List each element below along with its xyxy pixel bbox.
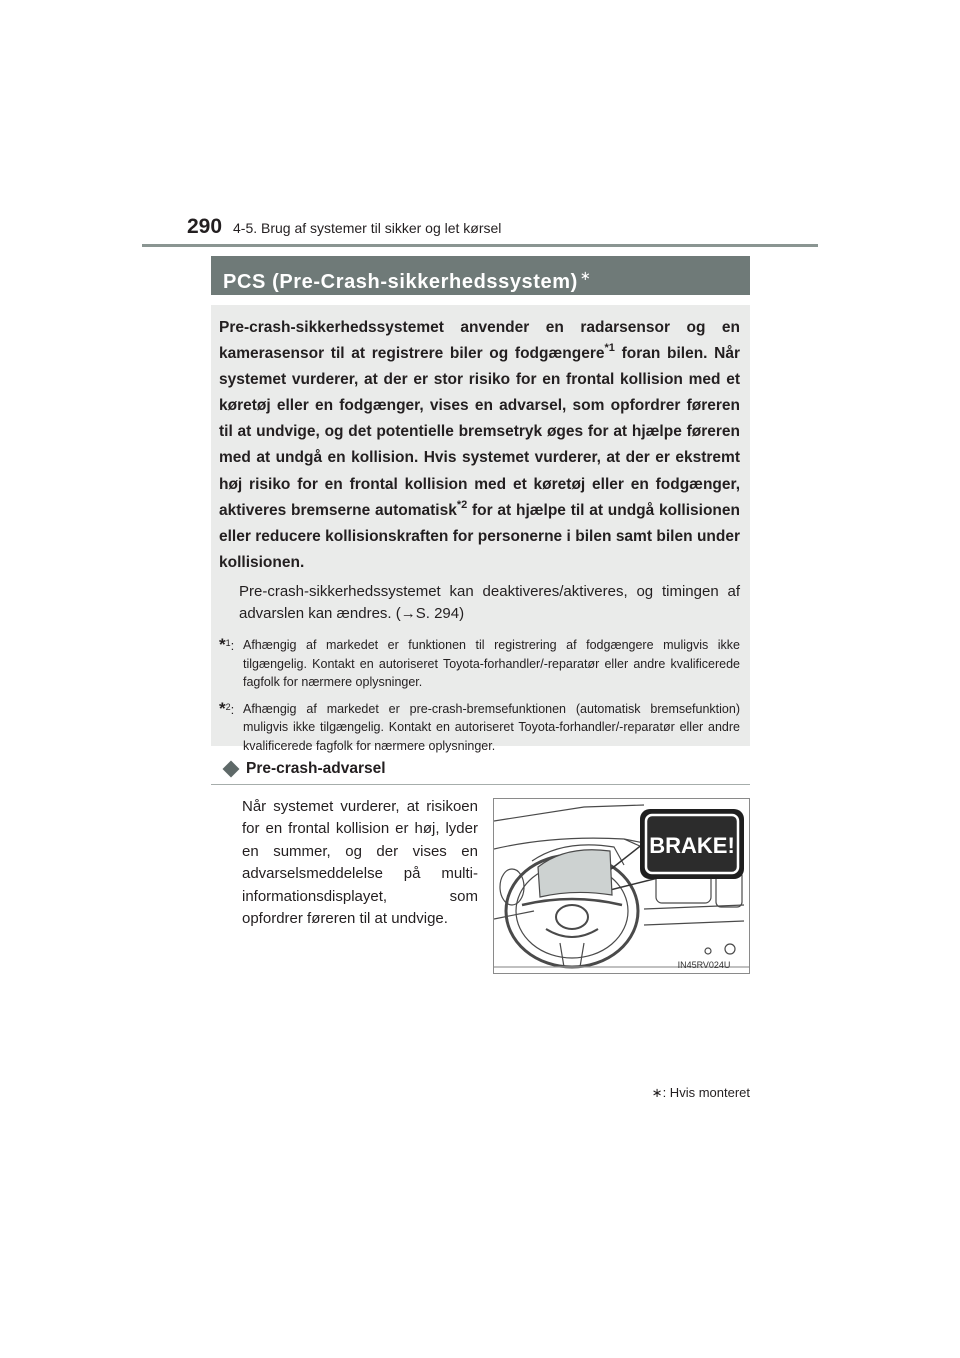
section-divider (211, 784, 750, 785)
header-divider (142, 244, 818, 247)
footnote-1-marker (219, 634, 234, 656)
fitted-note-text: : Hvis monteret (662, 1085, 750, 1100)
footnote-1-star: * (219, 634, 226, 654)
intro-text-3: for at hjælpe til at undgå kollisionen eller reducere kollisionskraften for personerne i bilen samt bilen under kollisionen. (219, 501, 740, 571)
brake-warning-text: BRAKE! (649, 833, 735, 858)
info-box (211, 305, 750, 753)
footnote-ref-1: *1 (604, 342, 615, 355)
dashboard-drawing (494, 799, 749, 973)
intro-text-1: Pre-crash-sikkerhedssystemet anvender en radarsensor og en kamerasensor til at registrere biler og fodgængere (219, 319, 740, 363)
fitted-note (652, 1085, 750, 1101)
deactivate-text: Pre-crash-sikkerhedssystemet kan deaktiveres/aktiveres, og timingen af advarslen kan ændres. ( (239, 582, 740, 622)
footnote-1-colon: : (230, 637, 235, 653)
footnote-2-star: * (219, 698, 226, 718)
section-title-bar (211, 256, 750, 295)
footnote-2-colon: : (230, 701, 235, 717)
footnote-2-marker (219, 698, 234, 720)
dashboard-illustration (493, 798, 750, 974)
section-heading-text: Pre-crash-advarsel (246, 760, 386, 777)
diamond-bullet-icon (223, 761, 240, 778)
footnote-1-number: 1 (225, 637, 231, 648)
warning-description: Når systemet vurderer, at risikoen for en frontal kollision er høj, lyder en summer, og der vises en advarselsmeddelelse på multi-informationsdisplayet, som opfordrer føreren til at undvige. (242, 798, 478, 928)
chapter-heading: 4-5. Brug af systemer til sikker og let kørsel (233, 220, 502, 236)
footnote-ref-2: *2 (456, 498, 468, 511)
fitted-note-marker: ∗ (651, 1085, 663, 1100)
intro-text-2: foran bilen. Når systemet vurderer, at der er stor risiko for en frontal kollision med et køretøj eller en fodgænger, vises en advarsel, som opfordrer føreren til at undvige, og det potentielle bremsetryk øges for at hjælpe føreren med at undgå en kollision. Hvis systemet vurderer, at der er ekstremt høj risiko for en frontal kollision med et køretøj eller en fodgænger, aktiveres bremserne automatisk (219, 345, 740, 519)
footnote-2-number: 2 (225, 701, 231, 712)
footnote-2 (219, 700, 740, 756)
fitted-marker: ∗ (579, 268, 592, 283)
section-heading (222, 760, 386, 778)
page-reference: S. 294) (415, 604, 465, 622)
footnote-2-text: Afhængig af markedet er pre-crash-bremsefunktionen (automatisk bremsefunktion) muligvis ikke tilgængelig. Kontakt en autoriseret Toyota-forhandler/-reparatør eller andre kvalificerede fagfolk for nærmere oplysninger. (243, 701, 740, 753)
deactivate-note (219, 581, 740, 625)
page-title: PCS (Pre-Crash-sikkerhedssystem) (223, 271, 578, 293)
page-number: 290 (187, 215, 223, 238)
illustration-code: IN45RV024U (677, 960, 731, 970)
footnote-1-text: Afhængig af markedet er funktionen til registrering af fodgængere muligvis ikke tilgængelig. Kontakt en autoriseret Toyota-forhandler/-reparatør eller andre kvalificerede fagfolk for nærmere oplysninger. (243, 637, 740, 690)
arrow-icon: → (400, 604, 416, 622)
footnote-1 (219, 636, 740, 692)
intro-paragraph (219, 315, 740, 576)
